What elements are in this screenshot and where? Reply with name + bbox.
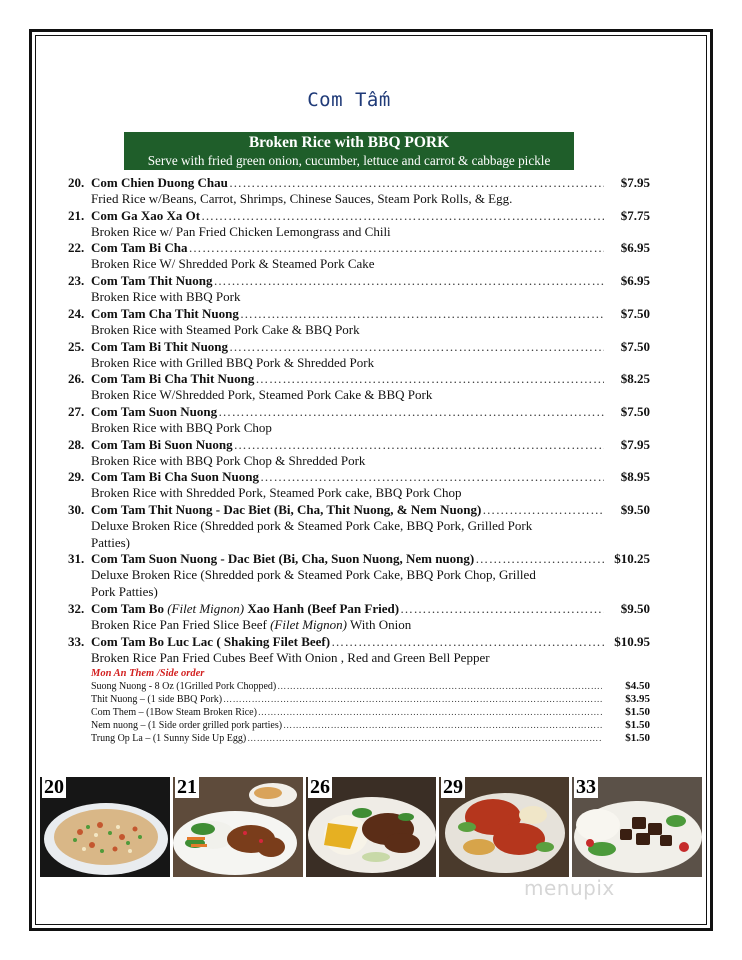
item-name: Com Tam Thit Nuong — [91, 273, 213, 289]
item-number: 22. — [68, 240, 85, 256]
menu-item — [68, 371, 650, 404]
item-number: 24. — [68, 305, 85, 321]
dot-leader — [255, 371, 604, 387]
item-price: $9.50 — [620, 600, 650, 616]
photo-label: 29 — [443, 777, 463, 798]
dot-leader — [229, 175, 604, 191]
menu-item — [68, 502, 650, 551]
photo-label: 26 — [310, 777, 330, 798]
side-order-item — [91, 680, 650, 693]
dot-leader — [283, 719, 602, 732]
pork-chop-plate-photo — [439, 777, 569, 877]
item-name — [91, 601, 399, 617]
item-number: 28. — [68, 436, 85, 452]
item-description: Broken Rice with Shredded Pork, Steamed Pork cake, BBQ Pork Chop — [91, 485, 462, 501]
photo-label: 21 — [177, 777, 197, 798]
menu-item — [68, 208, 650, 241]
menu-items — [68, 175, 650, 745]
side-name: Com Them – (1Bow Steam Broken Rice) — [91, 707, 257, 719]
desc-line: Deluxe Broken Rice (Shredded pork & Steamed Pork Cake, BBQ Pork Chop, Grilled — [91, 567, 536, 583]
desc-part: With Onion — [346, 616, 412, 632]
menu-item — [68, 437, 650, 470]
item-price: $7.75 — [620, 207, 650, 223]
item-number: 25. — [68, 338, 85, 354]
item-price: $7.50 — [620, 338, 650, 354]
combo-plate-photo — [306, 777, 436, 877]
item-description: Broken Rice with BBQ Pork Chop — [91, 419, 272, 435]
dot-leader — [229, 339, 604, 355]
item-description: Broken Rice with Steamed Pork Cake & BBQ Pork — [91, 321, 360, 337]
item-description: Broken Rice w/ Pan Fried Chicken Lemongrass and Chili — [91, 223, 391, 239]
name-part-italic: (Filet Mignon) — [167, 600, 245, 616]
item-price: $7.50 — [620, 403, 650, 419]
dot-leader — [247, 732, 602, 745]
banner-heading: Broken Rice with BBQ PORK — [248, 134, 450, 151]
item-name: Com Tam Bi Thit Nuong — [91, 338, 229, 354]
item-name: Com Tam Bo Luc Lac ( Shaking Filet Beef) — [91, 633, 331, 649]
item-name: Com Tam Bi Cha Suon Nuong — [91, 469, 259, 485]
item-number: 33. — [68, 633, 85, 649]
item-description: Broken Rice Pan Fried Cubes Beef With Onion , Red and Green Bell Pepper — [91, 649, 490, 665]
chicken-lemongrass-photo — [173, 777, 303, 877]
dot-leader — [475, 551, 604, 567]
side-order-item — [91, 693, 650, 706]
item-price: $8.25 — [620, 371, 650, 387]
name-part: Com Tam Bo — [91, 600, 168, 616]
item-number: 21. — [68, 207, 85, 223]
menu-item — [68, 175, 650, 208]
dot-leader — [277, 680, 602, 693]
item-description — [91, 567, 650, 600]
item-description — [91, 617, 650, 634]
side-order-item — [91, 719, 650, 732]
menu-item — [68, 469, 650, 502]
dot-leader — [331, 634, 604, 650]
menu-item — [68, 339, 650, 372]
side-price: $1.50 — [625, 732, 650, 745]
watermark: menupix — [524, 876, 615, 900]
item-price: $9.50 — [620, 502, 650, 518]
section-banner — [124, 132, 574, 170]
page-title: Com Tấm — [307, 89, 391, 111]
menu-item — [68, 551, 650, 600]
dot-leader — [201, 208, 604, 224]
dot-leader — [240, 306, 604, 322]
item-description: Broken Rice W/ Shredded Pork & Steamed Pork Cake — [91, 256, 375, 272]
side-name: Thit Nuong – (1 side BBQ Pork) — [91, 694, 223, 706]
item-number: 23. — [68, 273, 85, 289]
item-description: Broken Rice with BBQ Pork Chop & Shredded Pork — [91, 452, 366, 468]
menu-item — [68, 404, 650, 437]
name-part: Xao Hanh (Beef Pan Fried) — [244, 600, 400, 616]
item-number: 32. — [68, 600, 85, 616]
item-price: $7.95 — [620, 436, 650, 452]
menu-item — [68, 601, 650, 634]
item-name: Com Tam Bi Suon Nuong — [91, 436, 233, 452]
dot-leader — [482, 502, 604, 518]
desc-line: Deluxe Broken Rice (Shredded pork & Steamed Pork Cake, BBQ Pork, Grilled Pork — [91, 518, 533, 534]
banner-subheading: Serve with fried green onion, cucumber, lettuce and carrot & cabbage pickle — [147, 153, 551, 168]
side-order-item — [91, 706, 650, 719]
desc-part-italic: (Filet Mignon) — [270, 616, 347, 632]
item-number: 29. — [68, 469, 85, 485]
dot-leader — [218, 404, 604, 420]
desc-line: Pork Patties) — [91, 584, 158, 600]
side-order-item — [91, 732, 650, 745]
item-number: 20. — [68, 175, 85, 190]
dot-leader — [188, 240, 604, 256]
side-order-heading: Mon An Them /Side order — [91, 668, 205, 680]
item-price: $7.50 — [620, 305, 650, 321]
item-name: Com Ga Xao Xa Ot — [91, 207, 201, 223]
item-number: 31. — [68, 551, 85, 567]
item-number: 26. — [68, 371, 85, 387]
item-price: $10.25 — [614, 551, 650, 567]
item-name: Com Tam Bi Cha Thit Nuong — [91, 371, 255, 387]
fried-rice-photo — [40, 777, 170, 877]
item-price: $6.95 — [620, 240, 650, 256]
item-name: Com Tam Suon Nuong — [91, 403, 218, 419]
item-number: 30. — [68, 502, 85, 518]
item-number: 27. — [68, 403, 85, 419]
shaking-beef-photo — [572, 777, 702, 877]
side-price: $4.50 — [625, 680, 650, 693]
side-price: $3.95 — [625, 693, 650, 706]
item-price: $6.95 — [620, 273, 650, 289]
menu-item — [68, 306, 650, 339]
item-description: Fried Rice w/Beans, Carrot, Shrimps, Chinese Sauces, Steam Pork Rolls, & Egg. — [91, 191, 513, 206]
menu-item — [68, 240, 650, 273]
side-name: Suong Nuong - 8 Oz (1Grilled Pork Chopped) — [91, 681, 277, 693]
item-description: Broken Rice with Grilled BBQ Pork & Shredded Pork — [91, 354, 375, 370]
desc-line: Patties) — [91, 534, 130, 550]
item-name: Com Chien Duong Chau — [91, 175, 228, 190]
menu-item — [68, 634, 650, 667]
dot-leader — [400, 601, 604, 617]
item-price: $8.95 — [620, 469, 650, 485]
item-description — [91, 518, 650, 551]
menu-item — [68, 273, 650, 306]
side-name: Nem nuong – (1 Side order grilled pork parties) — [91, 720, 283, 732]
side-price: $1.50 — [625, 719, 650, 732]
item-name: Com Tam Thit Nuong - Dac Biet (Bi, Cha, Thit Nuong, & Nem Nuong) — [91, 502, 482, 518]
dot-leader — [258, 706, 602, 719]
item-name: Com Tam Bi Cha — [91, 240, 188, 256]
dot-leader — [223, 693, 602, 706]
dot-leader — [234, 437, 604, 453]
item-name: Com Tam Suon Nuong - Dac Biet (Bi, Cha, Suon Nuong, Nem nuong) — [91, 551, 475, 567]
item-description: Broken Rice W/Shredded Pork, Steamed Pork Cake & BBQ Pork — [91, 387, 433, 403]
photo-strip — [40, 777, 702, 877]
desc-part: Broken Rice Pan Fried Slice Beef — [91, 616, 271, 632]
dot-leader — [214, 273, 605, 289]
side-name: Trung Op La – (1 Sunny Side Up Egg) — [91, 733, 247, 745]
side-price: $1.50 — [625, 706, 650, 719]
photo-label: 33 — [576, 777, 596, 798]
item-price: $7.95 — [620, 175, 650, 190]
item-description: Broken Rice with BBQ Pork — [91, 289, 241, 305]
item-price: $10.95 — [614, 633, 650, 649]
photo-label: 20 — [44, 777, 64, 798]
dot-leader — [260, 469, 604, 485]
item-name: Com Tam Cha Thit Nuong — [91, 305, 239, 321]
